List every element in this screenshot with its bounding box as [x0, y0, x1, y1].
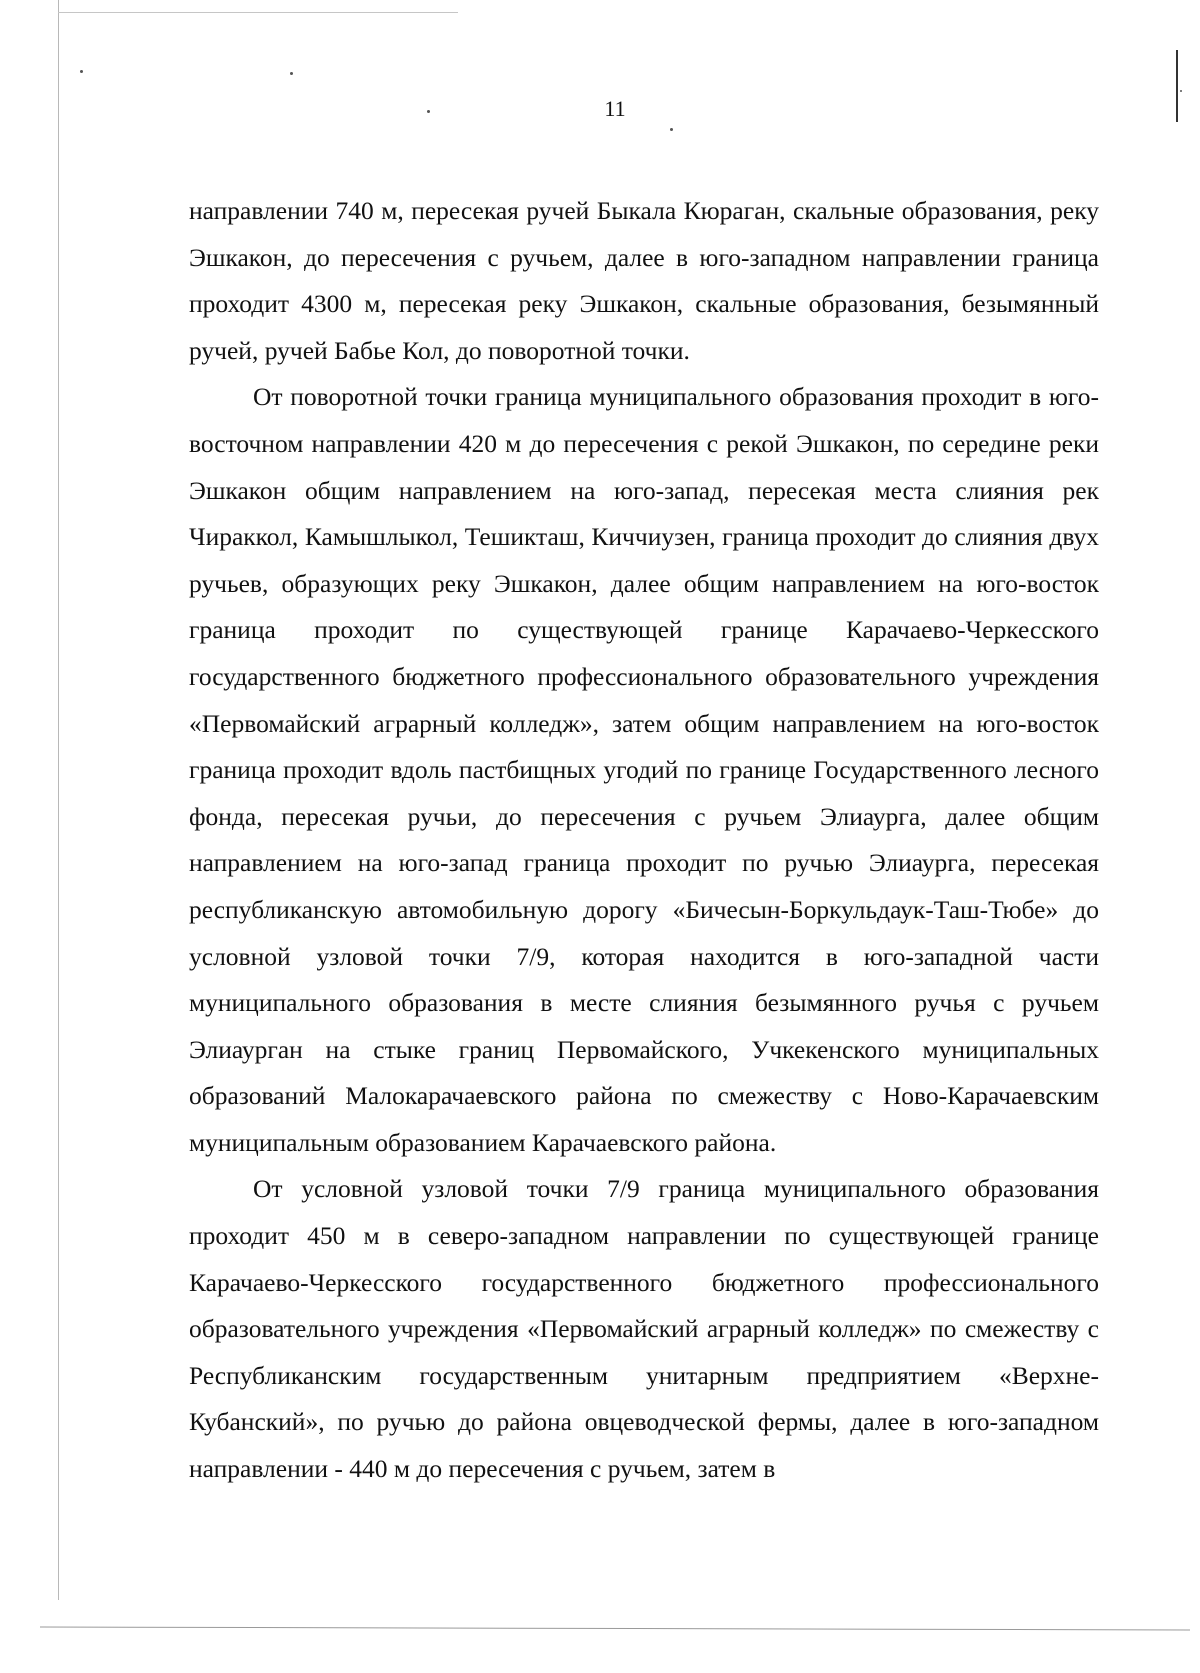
page-number: 11: [604, 96, 626, 121]
paragraph-continuation: направлении 740 м, пересекая ручей Быкала Кюраган, скальные образования, реку Эшкакон, до пересечения с ручьем, далее в юго-западном направлении граница проходит 4300 м, пересекая реку Эшкакон, скальные образования, безымянный ручей, ручей Бабье Кол, до поворотной точки.: [189, 196, 1099, 365]
scan-speck: [1180, 90, 1182, 92]
scan-edge-top: [58, 12, 458, 13]
scan-edge-left: [58, 0, 59, 1600]
paragraph-boundary-continuation: От условной узловой точки 7/9 граница муниципального образования проходит 450 м в северо-западном направлении по существующей границе Карачаево-Черкесского государственного бюджетного профессионального образовательного учреждения «Первомайский аграрный колледж» по смежеству с Республиканским государственным унитарным предприятием «Верхне-Кубанский», по ручью до района овцеводческой фермы, далее в юго-западном направлении - 440 м до пересечения с ручьем, затем в: [189, 1174, 1099, 1484]
document-body: [189, 188, 1099, 1493]
scan-speck: [670, 128, 673, 131]
scan-speck: [290, 72, 293, 75]
scan-speck: [80, 70, 83, 73]
scan-edge-bottom: [40, 1626, 1190, 1630]
paragraph-boundary-description: От поворотной точки граница муниципального образования проходит в юго-восточном направлении 420 м до пересечения с рекой Эшкакон, по середине реки Эшкакон общим направлением на юго-запад, пересекая места слияния рек Чираккол, Камышлыкол, Тешикташ, Киччиузен, граница проходит до слияния двух ручьев, образующих реку Эшкакон, далее общим направлением на юго-восток граница проходит по существующей границе Карачаево-Черкесского государственного бюджетного профессионального образовательного учреждения «Первомайский аграрный колледж», затем общим направлением на юго-восток граница проходит вдоль пастбищных угодий по границе Государственного лесного фонда, пересекая ручьи, до пересечения с ручьем Элиаурга, далее общим направлением на юго-запад граница проходит по ручью Элиаурга, пересекая республиканскую автомобильную дорогу «Бичесын-Боркульдаук-Таш-Тюбе» до условной узловой точки 7/9, которая находится в юго-западной части муниципального образования в месте слияния безымянного ручья с ручьем Элиаурган на стыке границ Первомайского, Учкекенского муниципальных образований Малокарачаевского района по смежеству с Ново-Карачаевским муниципальным образованием Карачаевского района.: [189, 382, 1099, 1157]
